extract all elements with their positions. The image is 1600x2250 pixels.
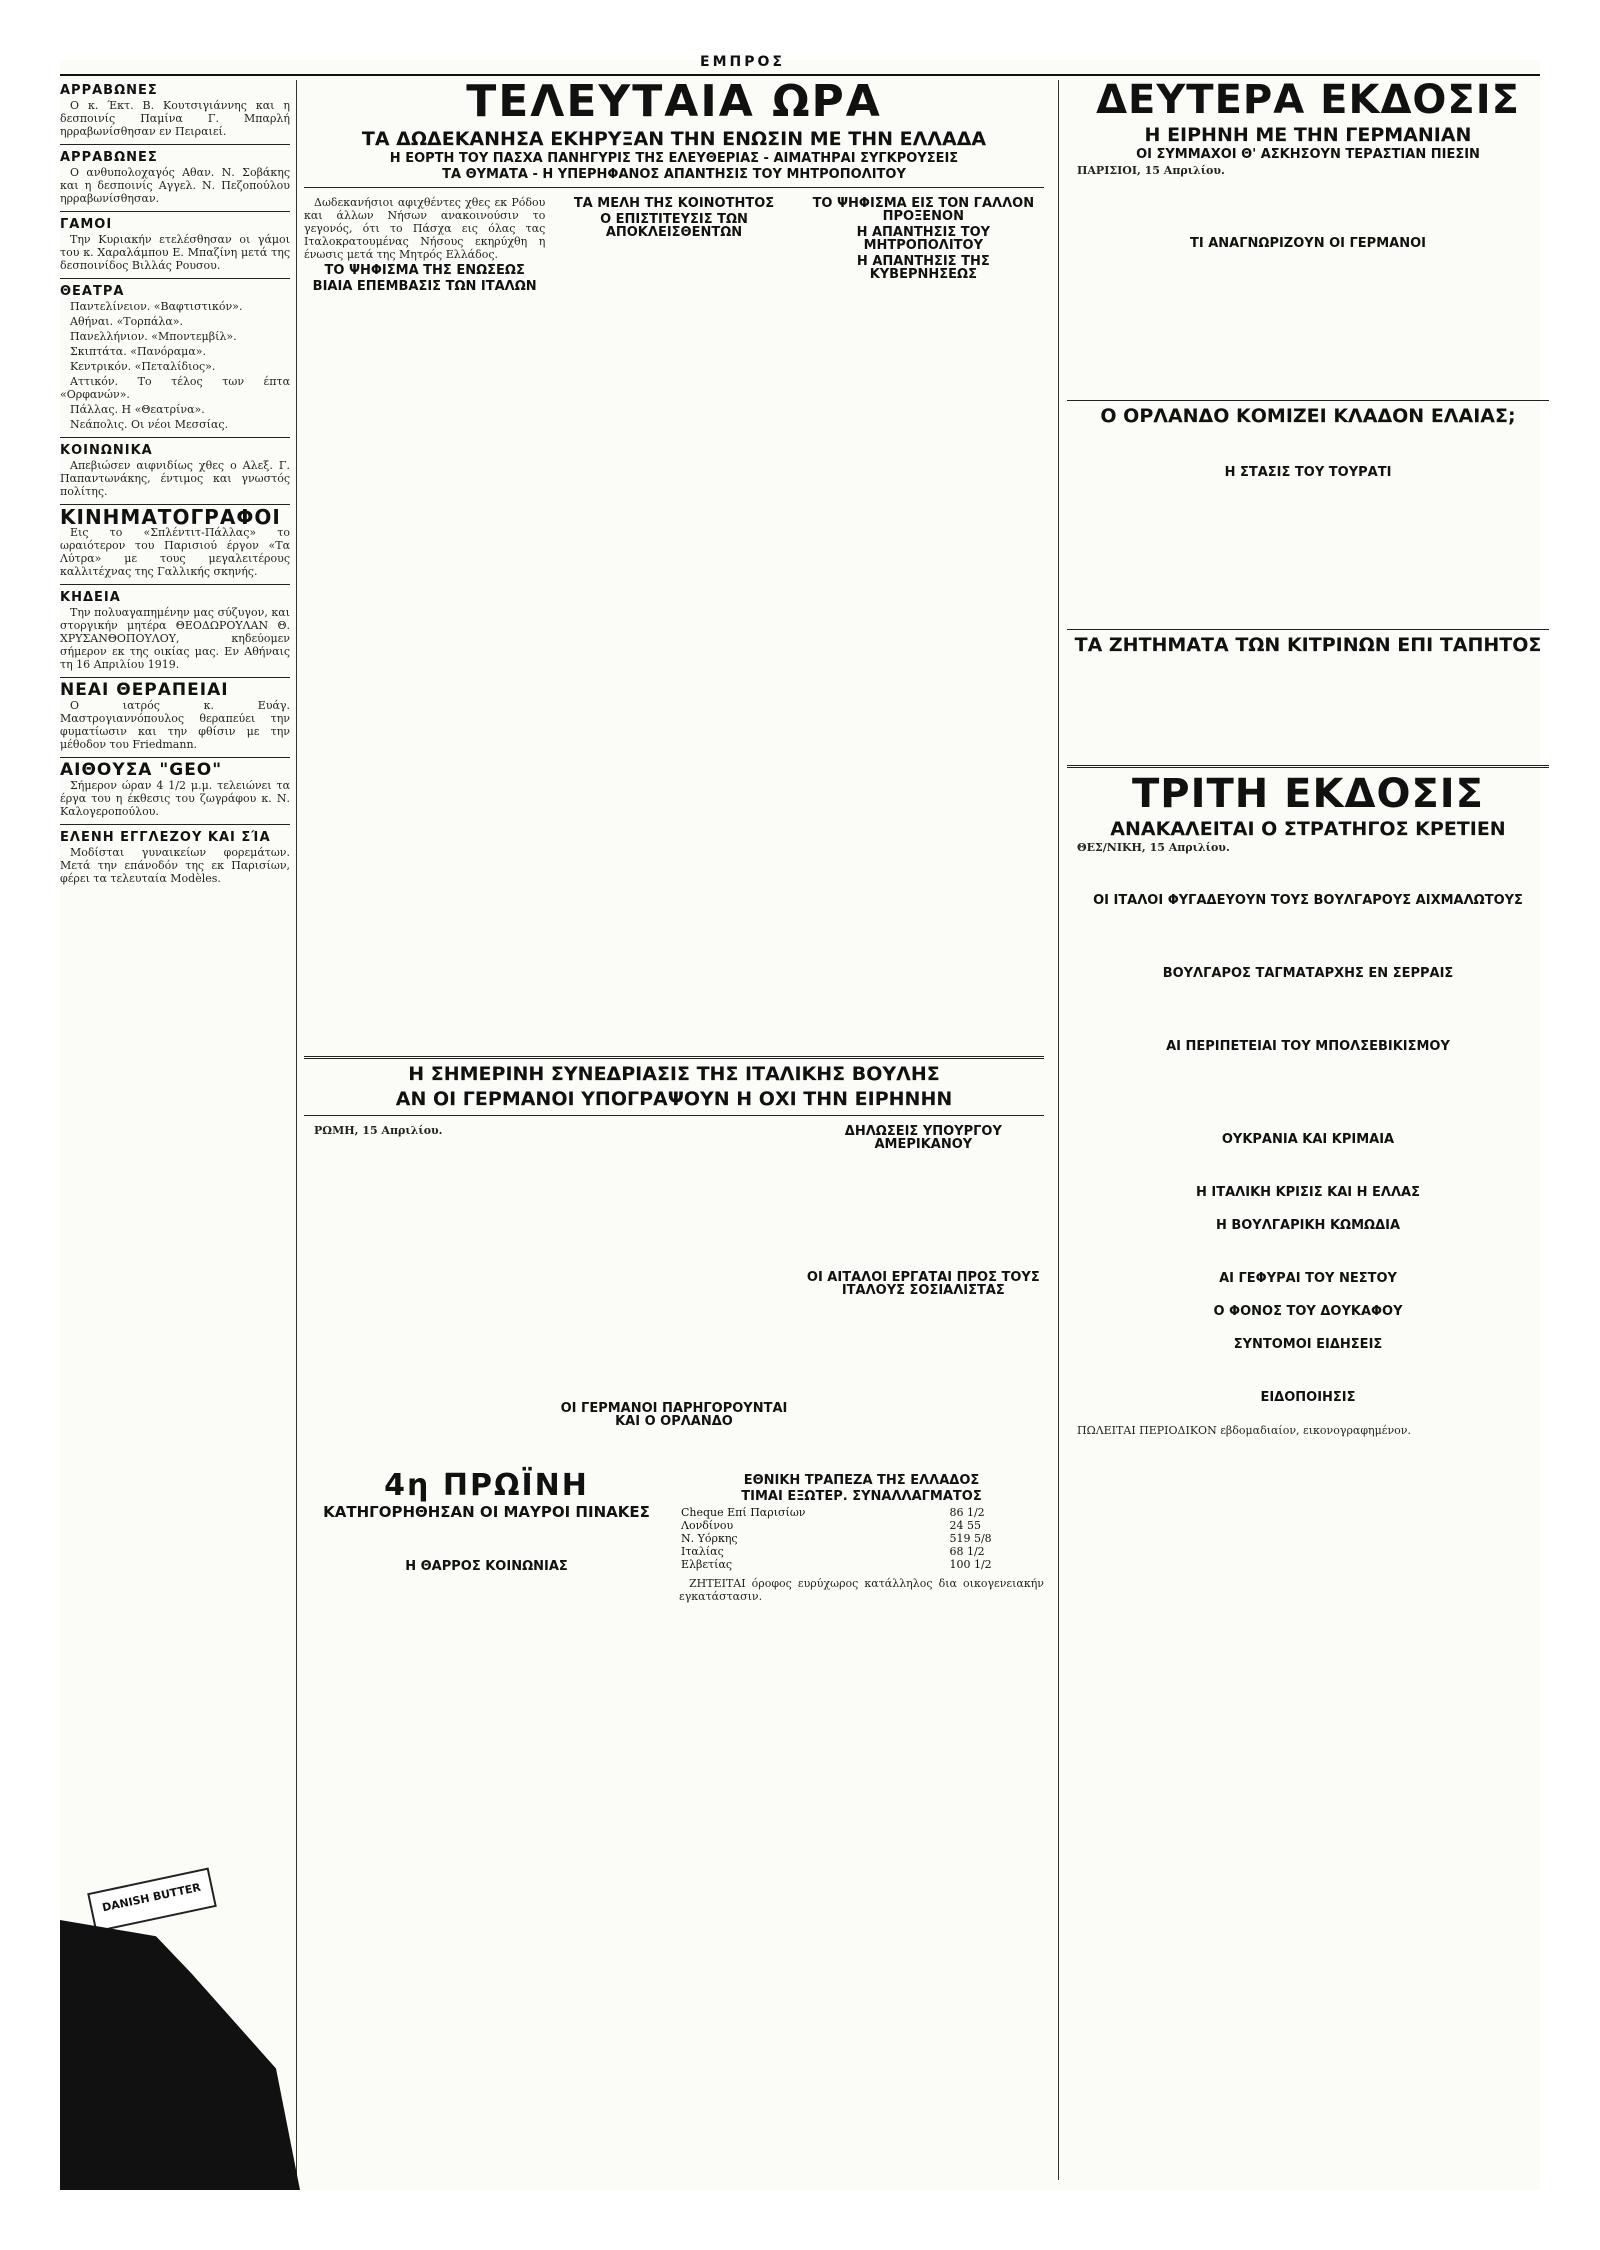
subheadline-1: Η ΕΟΡΤΗ ΤΟΥ ΠΑΣΧΑ ΠΑΝΗΓΥΡΙΣ ΤΗΣ ΕΛΕΥΘΕΡΙΑΣ - ΑΙΜΑΤΗΡΑΙ ΣΥΓΚΡΟΥΣΕΙΣ: [389, 151, 959, 166]
heading-stasis: Η ΣΤΑΣΙΣ ΤΟΥ ΤΟΥΡΑΤΙ: [1224, 465, 1392, 480]
divider: [60, 144, 290, 145]
divider: [60, 211, 290, 212]
center-column: [304, 80, 1044, 2180]
rate-value: 100 1/2: [949, 1558, 992, 1571]
rate-label: Λονδίνου: [681, 1519, 734, 1532]
rate-label: Cheque Επί Παρισίων: [681, 1506, 806, 1519]
heading-psifisma: ΤΟ ΨΗΦΙΣΜΑ ΤΗΣ ΕΝΩΣΕΩΣ: [324, 263, 525, 278]
italian-dateline: ΡΩΜΗ, 15 Απριλίου.: [314, 1124, 443, 1137]
divider: [304, 1056, 1044, 1059]
butter-stamp: DANISH BUTTER: [87, 1868, 217, 1933]
theatra-item: Αττικόν. Το τέλος των έπτα «Ορφανών».: [60, 375, 290, 401]
divider: [60, 437, 290, 438]
rate-value: 519 5/8: [949, 1532, 992, 1545]
protini-block: [304, 1468, 669, 1605]
koinonika-text: Απεβιώσεν αιφνιδίως χθες ο Αλεξ. Γ. Παπαντωνάκης, έντιμος και γνωστός πολίτης.: [60, 459, 290, 498]
heading-tharros: Η ΘΑΡΡΟΣ ΚΟΙΝΩΝΙΑΣ: [405, 1559, 568, 1574]
lead-text: Δωδεκανήσιοι αφιχθέντες χθες εκ Ρόδου και άλλων Νήσων ανακοινούσιν το γεγονός, ότι το Πάσχα εις όλας τας Ιταλοκρατουμένας Νήσους εκηρύχθη η ένωσις μετά της Μητρός Ελλάδος.: [304, 196, 546, 261]
theatra-item: Αθήναι. «Τορπάλα».: [70, 315, 184, 328]
rate-value: 24 55: [949, 1519, 981, 1532]
theatra-item: Πάλλας. Η «Θεατρίνα».: [70, 403, 205, 416]
theatra-item: Παντελίνειον. «Βαφτιστικόν».: [70, 300, 243, 313]
heading-ektelesthenton: Ο ΕΠΙΣΤΙΤΕΥΣΙΣ ΤΩΝ ΑΠΟΚΛΕΙΣΘΕΝΤΩΝ: [600, 212, 748, 240]
italian-col-3: [803, 1122, 1044, 1431]
subheadline-2: ΤΑ ΘΥΜΑΤΑ - Η ΥΠΕΡΗΦΑΝΟΣ ΑΠΑΝΤΗΣΙΣ ΤΟΥ ΜΗΤΡΟΠΟΛΙΤΟΥ: [442, 167, 906, 182]
heading-dilosis: ΔΗΛΩΣΕΙΣ ΥΠΟΥΡΓΟΥ ΑΜΕΡΙΚΑΝΟΥ: [844, 1124, 1002, 1152]
heading-italiki-krisis: Η ΙΤΑΛΙΚΗ ΚΡΙΣΙΣ ΚΑΙ Η ΕΛΛΑΣ: [1196, 1185, 1420, 1200]
italian-col-2: [553, 1122, 794, 1431]
neai-therapeiai-heading: ΝΕΑΙ ΘΕΡΑΠΕΙΑΙ: [60, 680, 229, 700]
classified-ad: ΠΩΛΕΙΤΑΙ ΠΕΡΙΟΔΙΚΟΝ εβδομαδιαίον, εικονογραφημένον.: [1077, 1424, 1411, 1437]
kideia-heading: ΚΗΔΕΙΑ: [60, 590, 121, 605]
aithousa-heading: ΑΙΘΟΥΣΑ "GEO": [60, 760, 223, 780]
banner-teleftaia-ora: ΤΕΛΕΥΤΑΙΑ ΩΡΑ: [466, 80, 882, 127]
divider: [60, 757, 290, 758]
banner-deftera-ekdosis: ΔΕΥΤΕΡΑ ΕΚΔΟΣΙΣ: [1096, 80, 1520, 123]
divider: [304, 1115, 1044, 1116]
divider: [1067, 629, 1549, 630]
theatra-item: Πανελλήνιον. «Μποντεμβίλ».: [70, 330, 237, 343]
zititai-notice: ΖΗΤΕΙΤΑΙ όροφος ευρύχωρος κατάλληλος δια οικογενειακήν εγκατάστασιν.: [679, 1577, 1044, 1603]
masthead-title: ΕΜΠΡΟΣ: [700, 54, 785, 70]
bank-block: [679, 1471, 1044, 1605]
bank-subtitle: ΤΙΜΑΙ ΕΞΩΤΕΡ. ΣΥΝΑΛΛΑΓΜΑΤΟΣ: [741, 1489, 982, 1504]
theatra-item: Κεντρικόν. «Πεταλίδιος».: [70, 360, 216, 373]
table-row: [679, 1545, 1044, 1558]
divider: [60, 584, 290, 585]
divider: [60, 278, 290, 279]
table-row: [679, 1519, 1044, 1532]
table-row: [679, 1532, 1044, 1545]
theatra-item: Σκιπτάτα. «Πανόραμα».: [70, 345, 206, 358]
rate-value: 68 1/2: [949, 1545, 985, 1558]
gamoi-heading: ΓΑΜΟΙ: [60, 217, 113, 232]
heading-protini: 4η ΠΡΩΪΝΗ: [384, 1468, 589, 1503]
heading-meli: ΤΑ ΜΕΛΗ ΤΗΣ ΚΟΙΝΟΤΗΤΟΣ: [573, 196, 775, 211]
lead-col-3: [803, 194, 1044, 296]
heading-voulgariki: Η ΒΟΥΛΓΑΡΙΚΗ ΚΩΜΩΔΙΑ: [1215, 1218, 1401, 1233]
lead-col-2: [553, 194, 794, 296]
bank-title: ΕΘΝΙΚΗ ΤΡΑΠΕΖΑ ΤΗΣ ΕΛΛΑΔΟΣ: [743, 1473, 980, 1488]
eleni-heading: ΕΛΕΝΗ ΕΓΓΛΕΖΟΥ ΚΑΙ ΣΊΑ: [60, 830, 271, 845]
table-row: [679, 1558, 1044, 1571]
heading-mavroi-pinakes: ΚΑΤΗΓΟΡΗΘΗΣΑΝ ΟΙ ΜΑΥΡΟΙ ΠΙΝΑΚΕΣ: [323, 1503, 650, 1521]
gamoi-text: Την Κυριακήν ετελέσθησαν οι γάμοι του κ. Χαραλάμπου Ε. Μπαζίνη μετά της δεσποινίδος Βιλλάς Ρουσου.: [60, 233, 290, 272]
left-column: [60, 80, 297, 2180]
divider: [60, 677, 290, 678]
arrabones-text-1: Ο κ. Έκτ. Β. Κουτσιγιάννης και η δεσποινίς Παμίνα Γ. Μπαρλή ηρραβωνίσθησαν εν Πειραιεί.: [60, 99, 290, 138]
heading-syntomoi: ΣΥΝΤΟΜΟΙ ΕΙΔΗΣΕΙΣ: [1233, 1337, 1383, 1352]
kinimatografoi-heading: ΚΙΝΗΜΑΤΟΓΡΑΦΟΙ: [60, 505, 281, 529]
italian-parliament-headline: Η ΣΗΜΕΡΙΝΗ ΣΥΝΕΔΡΙΑΣΙΣ ΤΗΣ ΙΤΑΛΙΚΗΣ ΒΟΥΛΗΣ: [408, 1063, 940, 1085]
heading-mitropolitou: Η ΑΠΑΝΤΗΣΙΣ ΤΟΥ ΜΗΤΡΟΠΟΛΙΤΟΥ: [856, 225, 991, 253]
divider: [1067, 765, 1549, 768]
theatra-heading: ΘΕΑΤΡΑ: [60, 284, 125, 299]
rate-label: Ελβετίας: [681, 1558, 733, 1571]
italian-story-columns: [304, 1122, 1044, 1431]
heading-voulgaros: ΒΟΥΛΓΑΡΟΣ ΤΑΓΜΑΤΑΡΧΗΣ ΕΝ ΣΕΡΡΑΙΣ: [1162, 966, 1454, 981]
arrabones-heading-2: ΑΡΡΑΒΩΝΕΣ: [60, 150, 158, 165]
heading-symmachoi: ΟΙ ΣΥΜΜΑΧΟΙ Θ' ΑΣΚΗΣΟΥΝ ΤΕΡΑΣΤΙΑΝ ΠΙΕΣΙΝ: [1136, 147, 1480, 162]
banner-triti-ekdosis: ΤΡΙΤΗ ΕΚΔΟΣΙΣ: [1132, 771, 1484, 817]
main-headline: ΤΑ ΔΩΔΕΚΑΝΗΣΑ ΕΚΗΡΥΞΑΝ ΤΗΝ ΕΝΩΣΙΝ ΜΕ ΤΗΝ ΕΛΛΑΔΑ: [361, 128, 987, 150]
kinimatografoi-text: Εις το «Σπλέντιτ-Πάλλας» το ωραιότερον του Παρισιού έργον «Τα Λύτρα» με τους μεγαλειτέρους καλλιτέχνας της Γαλλικής σκηνής.: [60, 526, 290, 578]
heading-bolshevism: ΑΙ ΠΕΡΙΠΕΤΕΙΑΙ ΤΟΥ ΜΠΟΛΣΕΒΙΚΙΣΜΟΥ: [1166, 1039, 1450, 1054]
divider: [1067, 400, 1549, 401]
exchange-rates-table: [679, 1506, 1044, 1571]
dateline-paris: ΠΑΡΙΣΙΟΙ, 15 Απριλίου.: [1077, 164, 1225, 177]
heading-viaia: ΒΙΑΙΑ ΕΠΕΜΒΑΣΙΣ ΤΩΝ ΙΤΑΛΩΝ: [312, 279, 537, 294]
masthead: [60, 54, 1540, 76]
dateline-thessaloniki: ΘΕΣ/ΝΙΚΗ, 15 Απριλίου.: [1077, 841, 1230, 854]
theatra-list: [60, 300, 290, 431]
heading-oukrania: ΟΥΚΡΑΝΙΑ ΚΑΙ ΚΡΙΜΑΙΑ: [1221, 1132, 1395, 1147]
heading-italoi: ΟΙ ΙΤΑΛΟΙ ΦΥΓΑΔΕΥΟΥΝ ΤΟΥΣ ΒΟΥΛΓΑΡΟΥΣ ΑΙΧΜΑΛΩΤΟΥΣ: [1093, 893, 1523, 908]
heading-zitimata: ΤΑ ΖΗΤΗΜΑΤΑ ΤΩΝ ΚΙΤΡΙΝΩΝ ΕΠΙ ΤΑΠΗΤΟΣ: [1074, 634, 1542, 656]
heading-kretien: ΑΝΑΚΑΛΕΙΤΑΙ Ο ΣΤΡΑΤΗΓΟΣ ΚΡΕΤΙΕΝ: [1110, 818, 1506, 840]
heading-orlando: Ο ΟΡΛΑΝΔΟ ΚΟΜΙΖΕΙ ΚΛΑΔΟΝ ΕΛΑΙΑΣ;: [1100, 405, 1516, 427]
rate-value: 86 1/2: [949, 1506, 985, 1519]
rate-label: Ν. Υόρκης: [681, 1532, 738, 1545]
lead-col-1: [304, 194, 545, 296]
divider: [60, 824, 290, 825]
table-row: [679, 1506, 1044, 1519]
koinonika-heading: ΚΟΙΝΩΝΙΚΑ: [60, 443, 153, 458]
neai-therapeiai-text: Ο ιατρός κ. Ευάγ. Μαστρογιαννόπουλος θεραπεύει την φυματίωσιν και την φθίσιν με την μέθοδον του Friedmann.: [60, 699, 290, 751]
italian-col-1: [304, 1122, 545, 1431]
lead-story-columns: [304, 194, 1044, 296]
heading-anagnorizoun: ΤΙ ΑΝΑΓΝΩΡΙΖΟΥΝ ΟΙ ΓΕΡΜΑΝΟΙ: [1190, 236, 1426, 251]
aithousa-text: Σήμερον ώραν 4 1/2 μ.μ. τελειώνει τα έργα του η έκθεσις του ζωγράφου κ. Ν. Καλογεροπούλου.: [60, 779, 290, 818]
newspaper-page: [60, 54, 1542, 2190]
eleni-text: Μοδίσται γυναικείων φορεμάτων. Μετά την επάνοδόν της εκ Παρισίων, φέρει τα τελευταία Modèles.: [60, 846, 290, 885]
heading-fonos: Ο ΦΟΝΟΣ ΤΟΥ ΔΟΥΚΑΦΟΥ: [1213, 1304, 1403, 1319]
heading-eirini: Η ΕΙΡΗΝΗ ΜΕ ΤΗΝ ΓΕΡΜΑΝΙΑΝ: [1144, 124, 1472, 146]
heading-gallon: ΤΟ ΨΗΦΙΣΜΑ ΕΙΣ ΤΟΝ ΓΑΛΛΟΝ ΠΡΟΞΕΝΟΝ: [812, 196, 1035, 224]
right-column: [1058, 80, 1549, 2180]
heading-gefyrai: ΑΙ ΓΕΦΥΡΑΙ ΤΟΥ ΝΕΣΤΟΥ: [1219, 1271, 1397, 1286]
arrabones-heading-1: ΑΡΡΑΒΩΝΕΣ: [60, 83, 158, 98]
arrabones-text-2: Ο ανθυπολοχαγός Αθαν. Ν. Σοβάκης και η δεσποινίς Αγγελ. Ν. Πεζοπούλου ηρραβωνίσθησαν.: [60, 166, 290, 205]
theatra-item: Νεάπολις. Οι νέοι Μεσσίας.: [70, 418, 229, 431]
rate-label: Ιταλίας: [681, 1545, 724, 1558]
heading-germanoi: ΟΙ ΓΕΡΜΑΝΟΙ ΠΑΡΗΓΟΡΟΥΝΤΑΙ ΚΑΙ Ο ΟΡΛΑΝΔΟ: [560, 1401, 788, 1429]
italian-parliament-subheadline: ΑΝ ΟΙ ΓΕΡΜΑΝΟΙ ΥΠΟΓΡΑΨΟΥΝ Η ΟΧΙ ΤΗΝ ΕΙΡΗΝΗΝ: [395, 1088, 953, 1110]
bottom-center-columns: [304, 1468, 1044, 1605]
heading-ergatai: ΟΙ ΑΙΤΑΛΟΙ ΕΡΓΑΤΑΙ ΠΡΟΣ ΤΟΥΣ ΙΤΑΛΟΥΣ ΣΟΣΙΑΛΙΣΤΑΣ: [806, 1270, 1040, 1298]
heading-kyverniseos: Η ΑΠΑΝΤΗΣΙΣ ΤΗΣ ΚΥΒΕΡΝΗΣΕΩΣ: [856, 254, 990, 282]
divider: [304, 187, 1044, 188]
heading-eidopoiisis: ΕΙΔΟΠΟΙΗΣΙΣ: [1260, 1390, 1356, 1405]
kideia-text: Την πολυαγαπημένην μας σύζυγον, και στοργικήν μητέρα ΘΕΟΔΩΡΟΥΛΑΝ Θ. ΧΡΥΣΑΝΘΟΠΟΥΛΟΥ, κηδεύομεν σήμερον εκ της οικίας μας. Εν Αθήναις τη 16 Απριλίου 1919.: [60, 606, 290, 671]
